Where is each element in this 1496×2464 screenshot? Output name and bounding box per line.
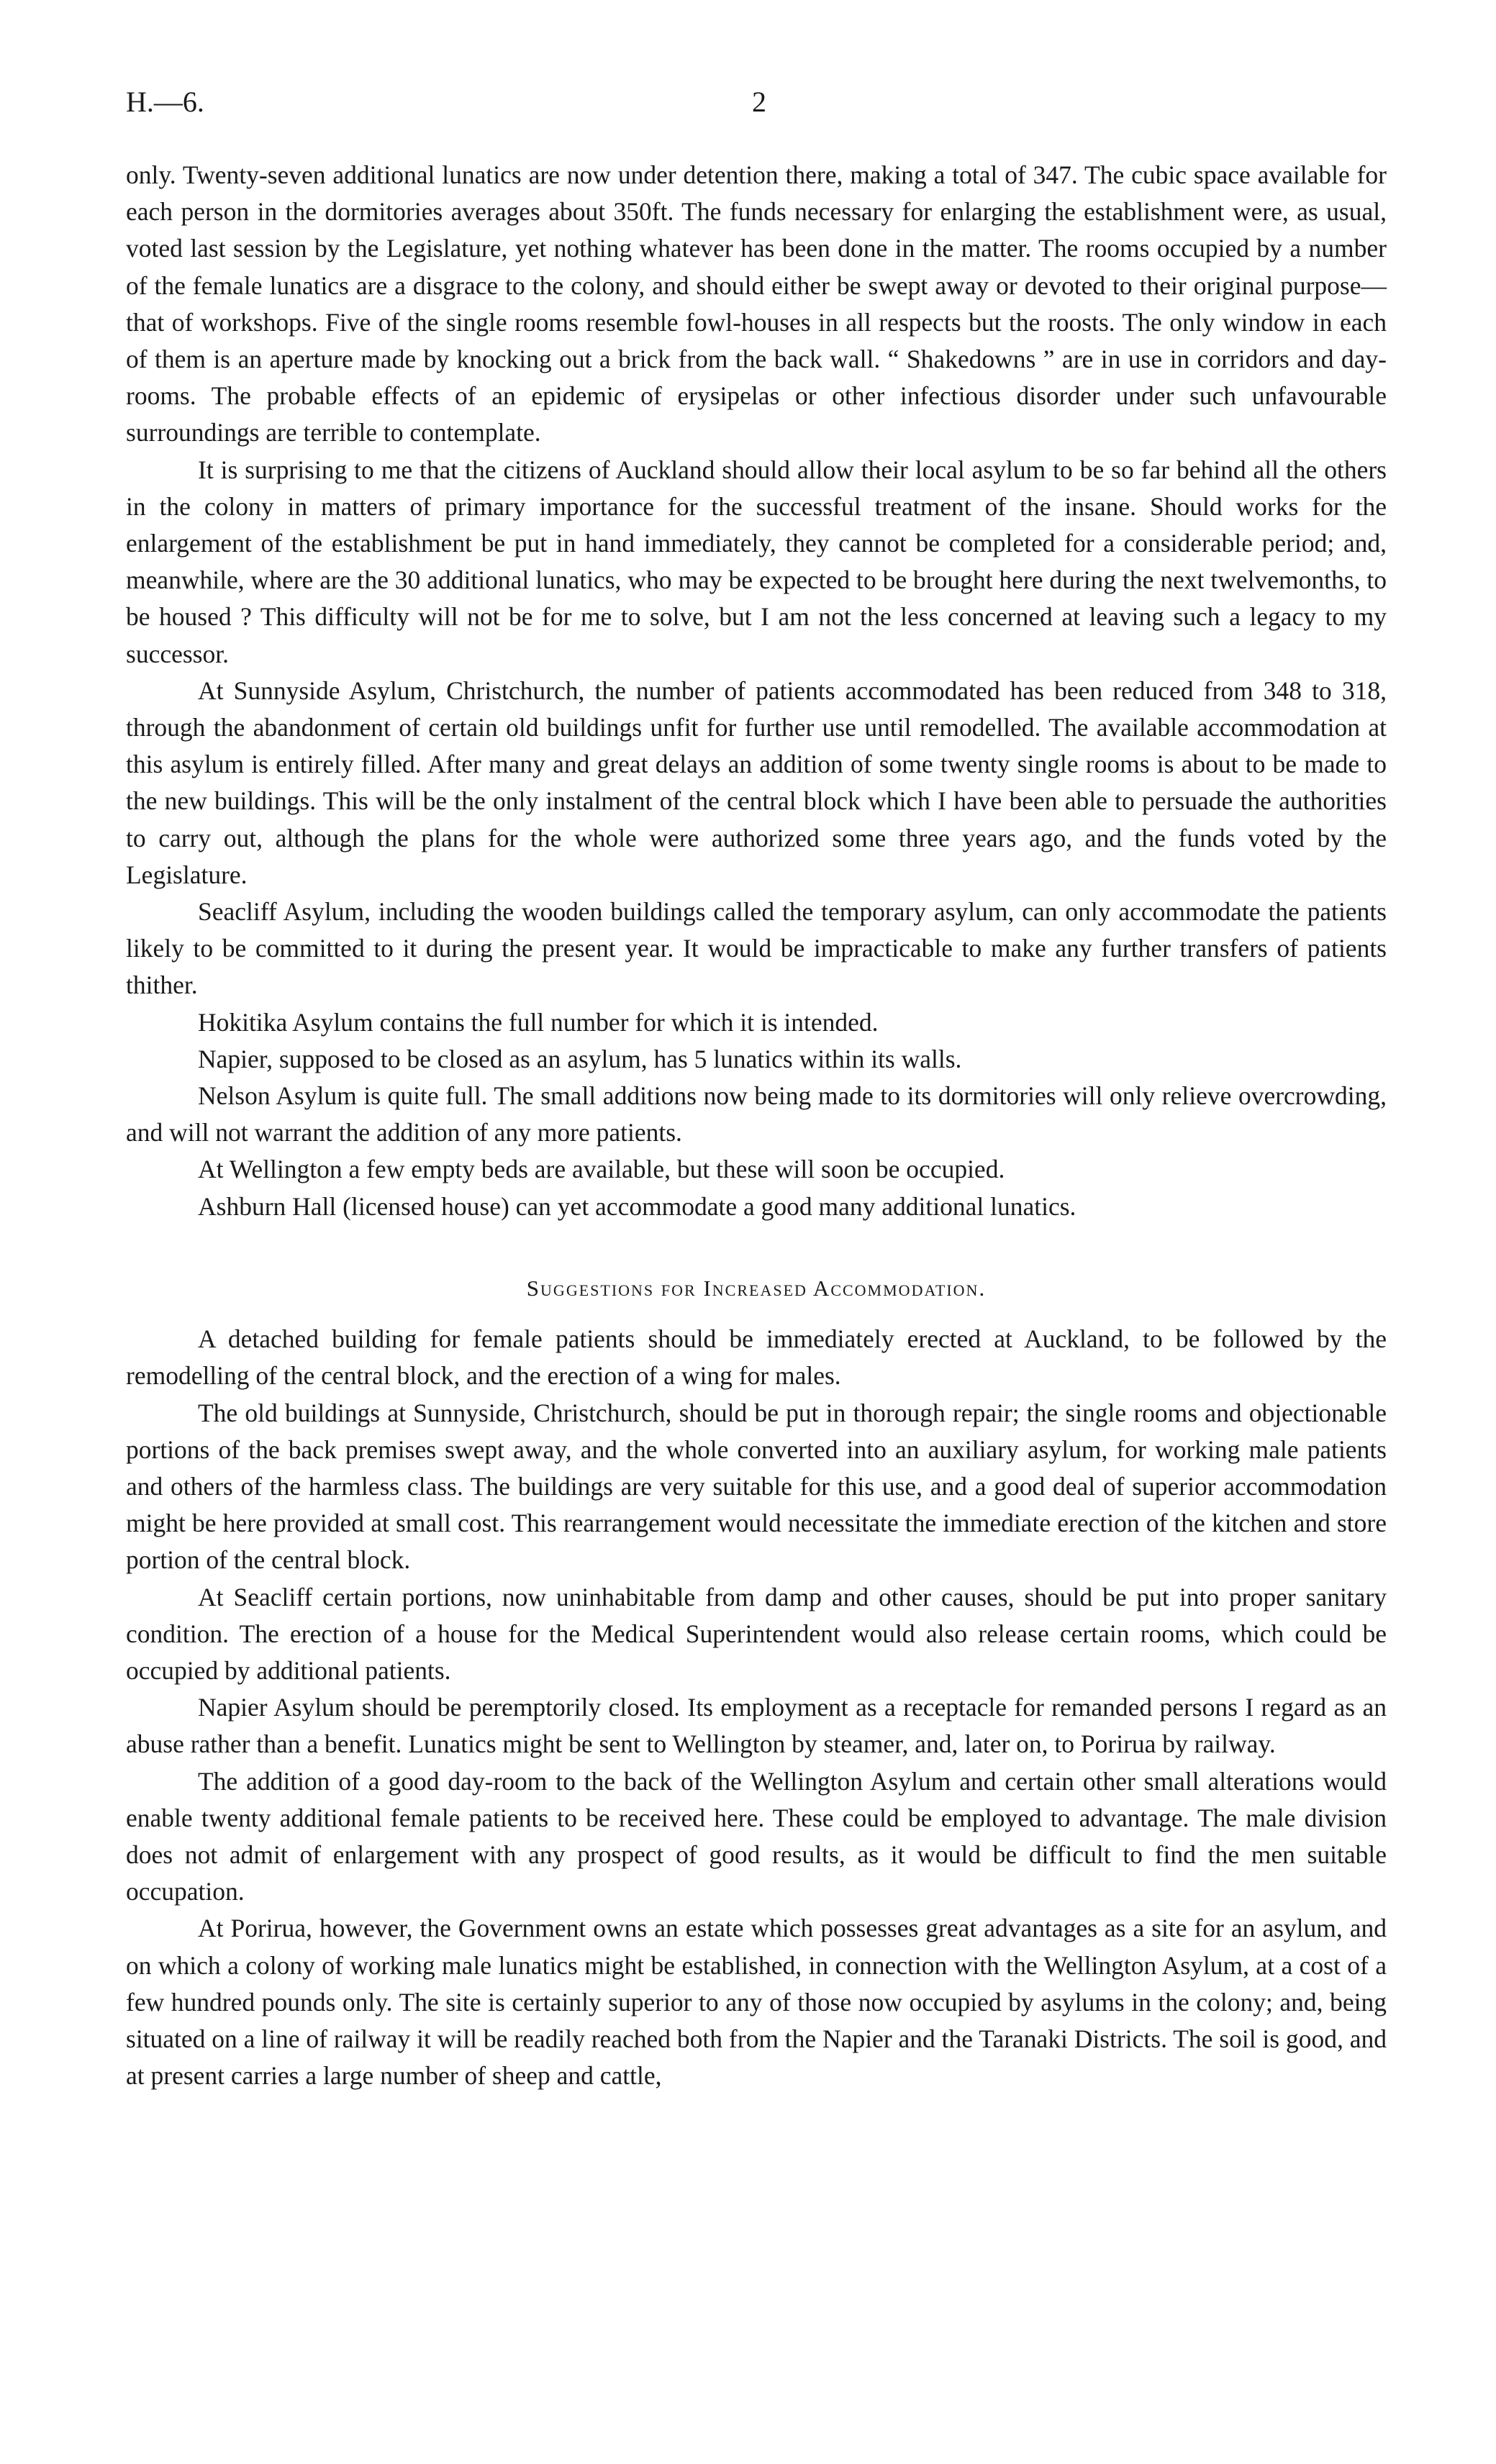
paragraph: Hokitika Asylum contains the full number for which it is intended. xyxy=(198,1007,879,1037)
paragraph: The old buildings at Sunnyside, Christchurch, should be put in thorough repair; the single rooms and objectionable portions of the back premises swept away, and the whole converted into an auxiliary asylum, for working male patients and others of the harmless class. The buildings are very suitable for this use, and a good deal of superior accommodation might be here provided at small cost. This rearrangement would necessitate the immediate erection of the kitchen and store portion of the central block. xyxy=(126,1398,1387,1575)
paragraph: At Sunnyside Asylum, Christchurch, the number of patients accommodated has been reduced from 348 to 318, through the abandonment of certain old buildings unfit for further use until remodelled. The available accommodation at this asylum is entirely filled. After many and great delays an addition of some twenty single rooms is about to be made to the new buildings. This will be the only instalment of the central block which I have been able to persuade the authorities to carry out, although the plans for the whole were authorized some three years ago, and the funds voted by the Legislature. xyxy=(126,676,1387,889)
paragraph: Seacliff Asylum, including the wooden buildings called the temporary asylum, can only accommodate the patients likely to be committed to it during the present year. It would be impracticable to make any further transfers of patients thither. xyxy=(126,897,1387,1000)
page-number: 2 xyxy=(752,86,766,118)
paragraph: Napier, supposed to be closed as an asylum, has 5 lunatics within its walls. xyxy=(198,1044,962,1073)
body-text xyxy=(126,157,1387,2094)
paragraph: At Porirua, however, the Government owns an estate which possesses great advantages as a site for an asylum, and on which a colony of working male lunatics might be established, in connection with the Wellington Asylum, at a cost of a few hundred pounds only. The site is certainly superior to any of those now occupied by asylums in the colony; and, being situated on a line of railway it will be readily reached both from the Napier and the Taranaki Districts. The soil is good, and at present carries a large number of sheep and cattle, xyxy=(126,1914,1387,2091)
running-head xyxy=(126,85,1387,128)
paragraph: Ashburn Hall (licensed house) can yet accommodate a good many additional lunatics. xyxy=(198,1191,1076,1221)
paragraph: Nelson Asylum is quite full. The small additions now being made to its dormitories will only relieve overcrowding, and will not warrant the addition of any more patients. xyxy=(126,1081,1387,1147)
paragraph: only. Twenty-seven additional lunatics are now under detention there, making a total of 347. The cubic space available for each person in the dormitories averages about 350ft. The funds necessary for enlarging the establishment were, as usual, voted last session by the Legislature, yet nothing whatever has been done in the matter. The rooms occupied by a number of the female lunatics are a disgrace to the colony, and should either be swept away or devoted to their original purpose—that of workshops. Five of the single rooms resemble fowl-houses in all respects but the roosts. The only window in each of them is an aperture made by knocking out a brick from the back wall. “ Shakedowns ” are in use in corridors and day-rooms. The probable effects of an epidemic of erysipelas or other infectious disorder under such unfavourable surroundings are terrible to contemplate. xyxy=(126,160,1387,447)
paragraph: It is surprising to me that the citizens of Auckland should allow their local asylum to be so far behind all the others in the colony in matters of primary importance for the successful treatment of the insane. Should works for the enlargement of the establishment be put in hand immediately, they cannot be completed for a considerable period; and, meanwhile, where are the 30 additional lunatics, who may be expected to be brought here during the next twelvemonths, to be housed ? This difficulty will not be for me to solve, but I am not the less concerned at leaving such a legacy to my successor. xyxy=(126,455,1387,668)
paragraph: At Seacliff certain portions, now uninhabitable from damp and other causes, should be put into proper sanitary condition. The erection of a house for the Medical Superintendent would also release certain rooms, which could be occupied by additional patients. xyxy=(126,1582,1387,1685)
paragraph: At Wellington a few empty beds are available, but these will soon be occupied. xyxy=(198,1155,1005,1184)
paragraph: The addition of a good day-room to the back of the Wellington Asylum and certain other small alterations would enable twenty additional female patients to be received here. These could be employed to advantage. The male division does not admit of enlargement with any prospect of good results, as it would be difficult to find the men suitable occupation. xyxy=(126,1766,1387,1906)
paragraph: A detached building for female patients should be immediately erected at Auckland, to be followed by the remodelling of the central block, and the erection of a wing for males. xyxy=(126,1324,1387,1391)
paragraph: Napier Asylum should be peremptorily closed. Its employment as a receptacle for remanded persons I regard as an abuse rather than a benefit. Lunatics might be sent to Wellington by steamer, and, later on, to Porirua by railway. xyxy=(126,1693,1387,1759)
document-page xyxy=(126,85,1387,2094)
document-reference: H.—6. xyxy=(126,86,204,118)
section-heading: Suggestions for Increased Accommodation. xyxy=(526,1275,987,1301)
